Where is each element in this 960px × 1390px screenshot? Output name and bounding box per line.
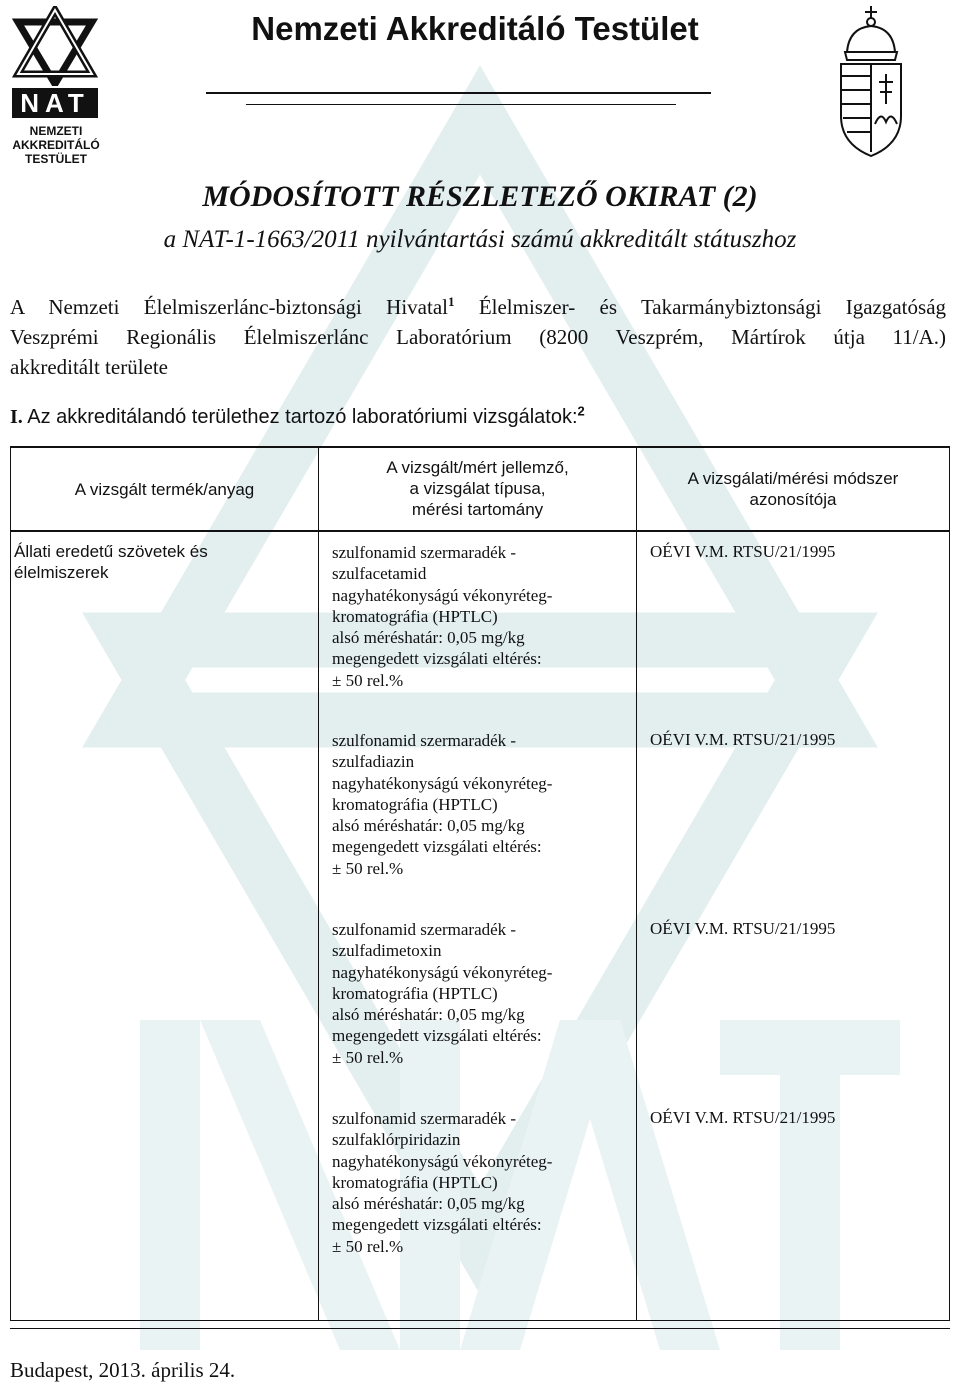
method-id-4: OÉVI V.M. RTSU/21/1995 — [650, 1108, 836, 1127]
row-1-line-1: szulfonamid szermaradék - — [332, 543, 517, 562]
row-2-line-2: szulfadiazin — [332, 752, 415, 772]
logo-word-3: TESTÜLET — [25, 152, 87, 166]
entity-line-3: akkreditált területe — [10, 355, 169, 379]
header-characteristic-line-3: mérési tartomány — [411, 500, 544, 519]
organization-title: Nemzeti Akkreditáló Testület — [251, 10, 699, 47]
entity-line-1 — [10, 292, 946, 352]
material-line-1: Állati eredetű szövetek és — [14, 542, 208, 561]
row-4-line-5: alsó méréshatár: 0,05 mg/kg — [332, 1194, 525, 1214]
row-2-line-5: alsó méréshatár: 0,05 mg/kg — [332, 816, 525, 836]
header-rule-thin — [246, 104, 676, 105]
logo-word-2: AKKREDITÁLÓ — [12, 138, 100, 152]
material-cell — [14, 541, 314, 584]
section-text: Az akkreditálandó területhez tartozó laboratóriumi vizsgálatok: — [22, 406, 578, 428]
method-id-3: OÉVI V.M. RTSU/21/1995 — [650, 919, 836, 938]
footnote-ref-1: 1 — [448, 294, 455, 309]
entity-directorate: Élelmiszer- és Takarmánybiztonsági Igazgatóság — [454, 295, 947, 319]
table-row — [332, 919, 632, 1068]
row-4-line-6: megengedett vizsgálati eltérés: — [332, 1215, 542, 1235]
row-3-line-3: nagyhatékonyságú vékonyréteg- — [332, 962, 553, 982]
table-row — [332, 542, 632, 691]
nat-emblem-icon — [12, 6, 98, 86]
row-4-line-2: szulfaklórpiridazin — [332, 1130, 461, 1150]
table-bottom-rule-2 — [10, 1328, 950, 1329]
logo-abbreviation: NAT — [12, 88, 98, 118]
table-col-divider-2 — [636, 446, 637, 1321]
logo-word-1: NEMZETI — [29, 124, 83, 138]
header-method — [638, 468, 948, 510]
method-id-1: OÉVI V.M. RTSU/21/1995 — [650, 542, 836, 561]
row-4-line-7: ± 50 rel.% — [332, 1236, 404, 1256]
row-1-line-4: kromatográfia (HPTLC) — [332, 606, 498, 626]
document-title: MÓDOSÍTOTT RÉSZLETEZŐ OKIRAT (2) — [202, 180, 758, 213]
row-4-line-4: kromatográfia (HPTLC) — [332, 1172, 498, 1192]
place-date: Budapest, 2013. április 24. — [10, 1358, 236, 1382]
table-top-rule — [10, 446, 950, 448]
row-2-line-7: ± 50 rel.% — [332, 858, 404, 878]
row-2-line-6: megengedett vizsgálati eltérés: — [332, 837, 542, 857]
row-2-line-4: kromatográfia (HPTLC) — [332, 794, 498, 814]
logo-words — [10, 124, 102, 166]
header-method-line-1: A vizsgálati/mérési módszer — [687, 469, 899, 488]
table-row — [332, 730, 632, 879]
header-material: A vizsgált termék/anyag — [74, 480, 255, 499]
row-3-line-2: szulfadimetoxin — [332, 941, 442, 961]
row-3-line-1: szulfonamid szermaradék - — [332, 920, 517, 939]
section-number: I. — [10, 406, 23, 428]
entity-line-2: Veszprémi Regionális Élelmiszerlánc Laboratórium (8200 Veszprém, Mártírok útja 11/A.) — [10, 325, 946, 349]
row-4-line-3: nagyhatékonyságú vékonyréteg- — [332, 1151, 553, 1171]
header-rule — [206, 92, 711, 94]
entity-name: A Nemzeti Élelmiszerlánc-biztonsági Hivatal — [10, 295, 448, 319]
row-1-line-3: nagyhatékonyságú vékonyréteg- — [332, 585, 553, 605]
method-id-2: OÉVI V.M. RTSU/21/1995 — [650, 730, 836, 749]
nat-logo — [8, 6, 103, 164]
table-row — [332, 1108, 632, 1257]
table-bottom-rule — [10, 1320, 950, 1321]
row-1-line-6: megengedett vizsgálati eltérés: — [332, 649, 542, 669]
row-3-line-6: megengedett vizsgálati eltérés: — [332, 1026, 542, 1046]
row-3-line-7: ± 50 rel.% — [332, 1047, 404, 1067]
row-2-line-1: szulfonamid szermaradék - — [332, 731, 517, 750]
row-3-line-5: alsó méréshatár: 0,05 mg/kg — [332, 1005, 525, 1025]
header-method-line-2: azonosítója — [749, 490, 837, 509]
header-characteristic-line-1: A vizsgált/mért jellemző, — [386, 458, 569, 477]
header-characteristic — [320, 457, 635, 520]
table-header-rule — [10, 530, 950, 532]
material-line-2: élelmiszerek — [14, 563, 109, 583]
coat-of-arms-icon — [835, 4, 907, 159]
row-3-line-4: kromatográfia (HPTLC) — [332, 983, 498, 1003]
header-characteristic-line-2: a vizsgálat típusa, — [409, 479, 546, 498]
row-2-line-3: nagyhatékonyságú vékonyréteg- — [332, 773, 553, 793]
document-subtitle: a NAT-1-1663/2011 nyilvántartási számú akkreditált státuszhoz — [163, 226, 797, 253]
row-1-line-7: ± 50 rel.% — [332, 670, 404, 690]
row-4-line-1: szulfonamid szermaradék - — [332, 1109, 517, 1128]
section-heading — [10, 403, 950, 429]
row-1-line-5: alsó méréshatár: 0,05 mg/kg — [332, 628, 525, 648]
table-border-left — [10, 446, 11, 1321]
table-col-divider-1 — [318, 446, 319, 1321]
table-border-right — [949, 446, 950, 1321]
row-1-line-2: szulfacetamid — [332, 564, 427, 584]
footnote-ref-2: 2 — [577, 403, 585, 419]
